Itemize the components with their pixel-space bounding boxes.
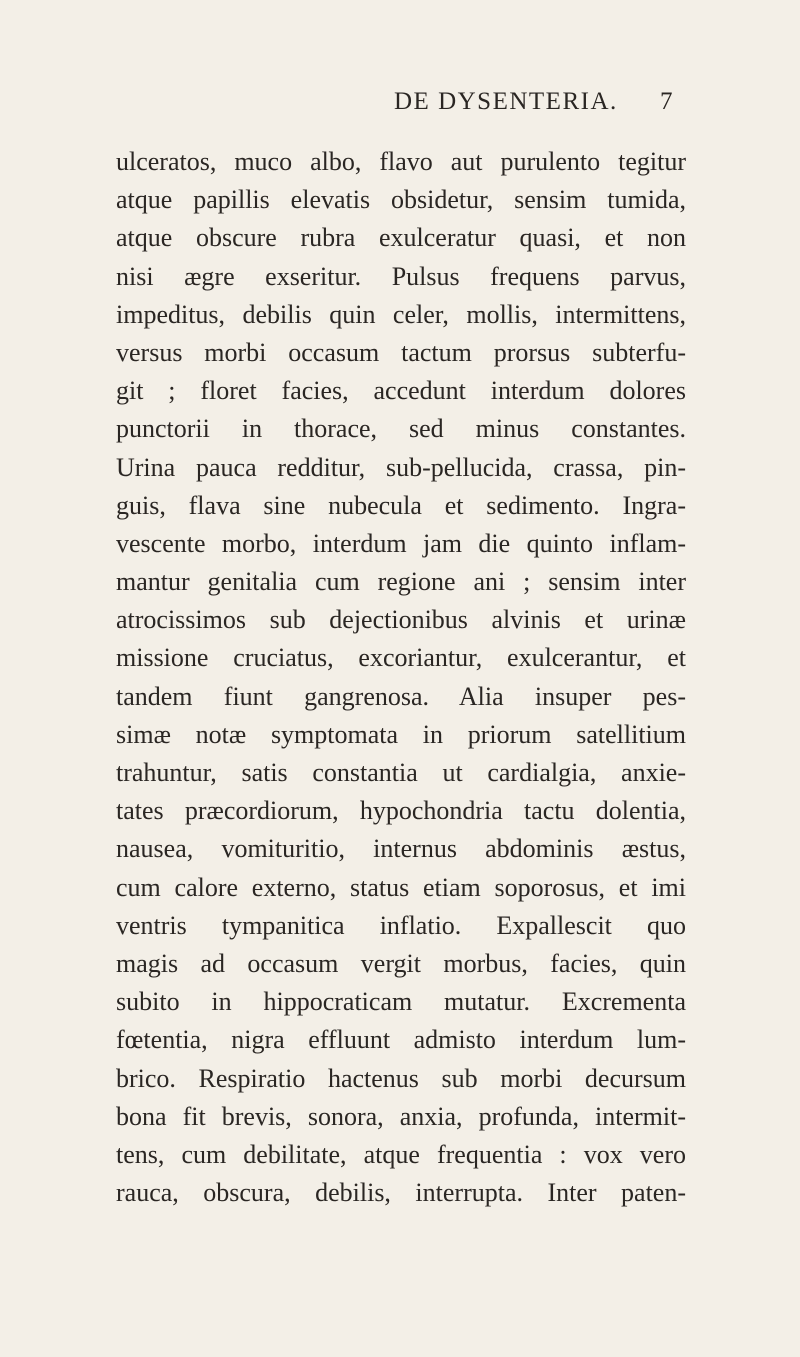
text-line: git ; floret facies, accedunt interdum dolores	[116, 376, 686, 406]
text-line: rauca, obscura, debilis, interrupta. Inter paten-	[116, 1178, 686, 1208]
text-line: tates præcordiorum, hypochondria tactu dolentia,	[116, 796, 686, 826]
text-line: versus morbi occasum tactum prorsus subterfu-	[116, 337, 686, 367]
text-line: bona fit brevis, sonora, anxia, profunda, intermit-	[116, 1101, 686, 1131]
text-line: atrocissimos sub dejectionibus alvinis et urinæ	[116, 605, 686, 635]
text-line: tens, cum debilitate, atque frequentia : vox vero	[116, 1139, 686, 1169]
text-line: atque obscure rubra exulceratur quasi, et non	[116, 223, 686, 253]
text-line: subito in hippocraticam mutatur. Excrementa	[116, 987, 686, 1017]
text-line: magis ad occasum vergit morbus, facies, quin	[116, 948, 686, 978]
text-line: vescente morbo, interdum jam die quinto inflam-	[116, 528, 686, 558]
text-line: brico. Respiratio hactenus sub morbi decursum	[116, 1063, 686, 1093]
running-head-title: DE DYSENTERIA.	[394, 88, 618, 115]
text-line: Urina pauca redditur, sub-pellucida, crassa, pin-	[116, 452, 686, 482]
text-line: missione cruciatus, excoriantur, exulcerantur, et	[116, 643, 686, 673]
running-head	[0, 88, 800, 128]
text-line: punctorii in thorace, sed minus constantes.	[116, 414, 686, 444]
text-line: nausea, vomituritio, internus abdominis æstus,	[116, 834, 686, 864]
text-line: cum calore externo, status etiam soporosus, et imi	[116, 872, 686, 902]
text-line: trahuntur, satis constantia ut cardialgia, anxie-	[116, 758, 686, 787]
body-text	[116, 143, 686, 1212]
text-line: ventris tympanitica inflatio. Expallescit quo	[116, 910, 686, 940]
text-line: fœtentia, nigra effluunt admisto interdum lum-	[116, 1025, 686, 1055]
text-line: mantur genitalia cum regione ani ; sensim inter	[116, 567, 686, 597]
text-line: tandem fiunt gangrenosa. Alia insuper pes-	[116, 681, 686, 711]
text-line: ulceratos, muco albo, flavo aut purulento tegitur	[116, 147, 686, 176]
text-line: nisi ægre exseritur. Pulsus frequens parvus,	[116, 261, 686, 291]
page-number: 7	[660, 88, 673, 115]
text-line: atque papillis elevatis obsidetur, sensim tumida,	[116, 185, 686, 215]
text-line: impeditus, debilis quin celer, mollis, intermittens,	[116, 299, 686, 329]
text-line: simæ notæ symptomata in priorum satellitium	[116, 719, 686, 749]
text-line: guis, flava sine nubecula et sedimento. Ingra-	[116, 490, 686, 520]
